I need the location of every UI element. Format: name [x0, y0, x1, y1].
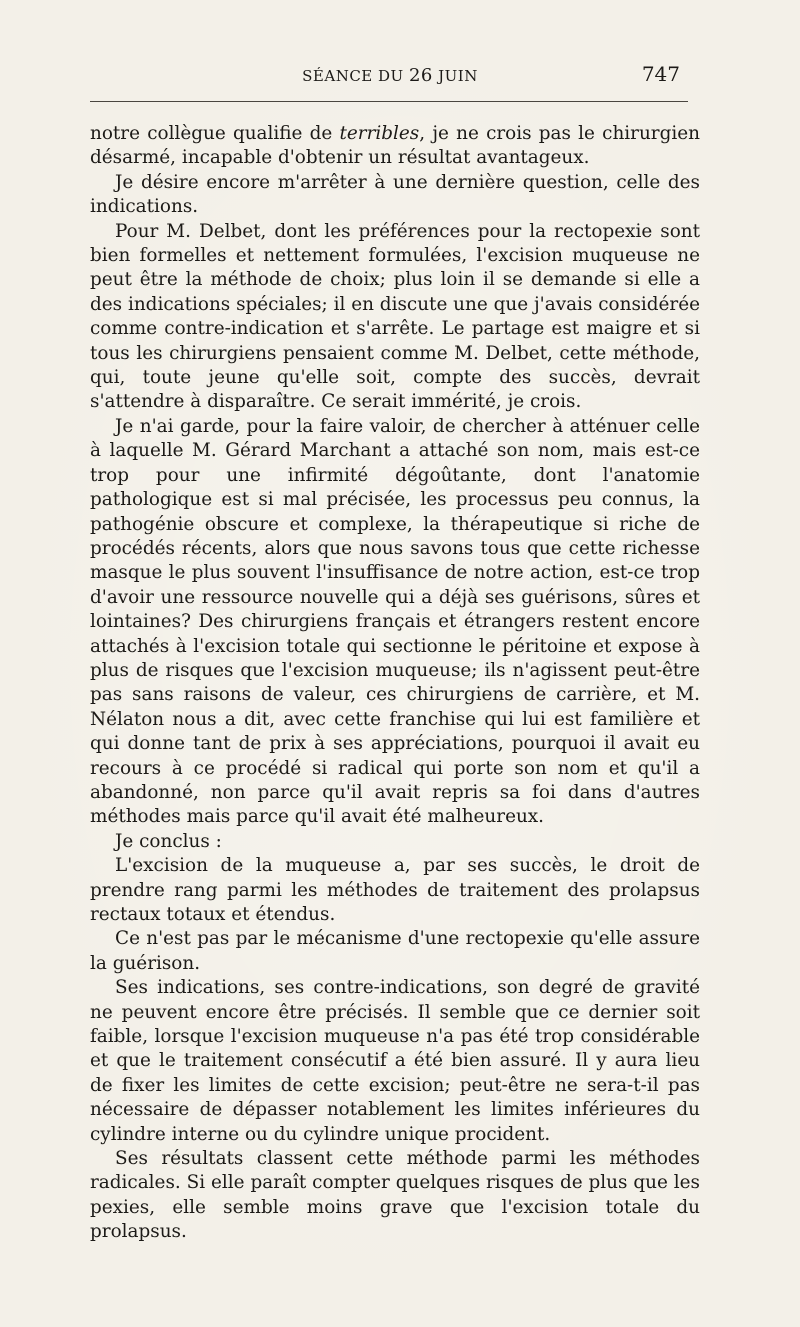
paragraph-1 — [90, 122, 700, 171]
header-rule — [90, 101, 688, 102]
header-title-day: 26 — [408, 65, 433, 86]
running-header — [90, 62, 690, 88]
italic-word: terribles — [339, 123, 420, 144]
paragraph-4: Je n'ai garde, pour la faire valoir, de chercher à atténuer celle à laquelle M. Gérard Marchant a attaché son nom, mais est-ce trop pour une infirmité dégoûtante, dont l'anatomie pathologique est si mal précisée, les processus peu connus, la pathogénie obscure et complexe, la thérapeutique si riche de procédés récents, alors que nous savons tous que cette richesse masque le plus souvent l'insuffisance de notre action, est-ce trop d'avoir une ressource nouvelle qui a déjà ses guérisons, sûres et lointaines? Des chirurgiens français et étrangers restent encore attachés à l'excision totale qui sectionne le péritoine et expose à plus de risques que l'excision muqueuse; ils n'agissent peut-être pas sans raisons de valeur, ces chirurgiens de carrière, et M. Nélaton nous a dit, avec cette franchise qui lui est familière et qui donne tant de prix à ses appréciations, pourquoi il avait eu recours à ce procédé si radical qui porte son nom et qu'il a abandonné, non parce qu'il avait repris sa foi dans d'autres méthodes mais parce qu'il avait été malheureux. — [90, 415, 700, 828]
header-title-end: JUIN — [432, 67, 478, 85]
paragraph-5: Je conclus : — [115, 830, 222, 852]
paragraph-1-start: notre collègue qualifie de — [90, 123, 340, 144]
body-text — [90, 122, 700, 1245]
paragraph-3: Pour M. Delbet, dont les préférences pour la rectopexie sont bien formelles et nettement formulées, l'excision muqueuse ne peut être la méthode de choix; plus loin il se demande si elle a des indications spéciales; il en discute une que j'avais considérée comme contre-indication et s'arrête. Le partage est maigre et si tous les chirurgiens pensaient comme M. Delbet, cette méthode, qui, toute jeune qu'elle soit, compte des succès, devrait s'attendre à disparaître. Ce serait immérité, je crois. — [90, 220, 700, 413]
paragraph-8: Ses indications, ses contre-indications, son degré de gravité ne peuvent encore être précisés. Il semble que ce dernier soit faible, lorsque l'excision muqueuse n'a pas été trop considérable et que le traitement consécutif a été bien assuré. Il y aura lieu de fixer les limites de cette excision; peut-être ne sera-t-il pas nécessaire de dépasser notablement les limites inférieures du cylindre interne ou du cylindre unique procident. — [90, 977, 700, 1145]
paragraph-9: Ses résultats classent cette méthode parmi les méthodes radicales. Si elle paraît compter quelques risques de plus que les pexies, elle semble moins grave que l'excision totale du prolapsus. — [90, 1148, 700, 1243]
page-number: 747 — [641, 62, 680, 86]
paragraph-7: Ce n'est pas par le mécanisme d'une rectopexie qu'elle assure la guérison. — [90, 928, 700, 974]
header-title — [90, 65, 690, 86]
paragraph-6: L'excision de la muqueuse a, par ses succès, le droit de prendre rang parmi les méthodes de traitement des prolapsus rectaux totaux et étendus. — [90, 855, 700, 925]
paragraph-2: Je désire encore m'arrêter à une dernière question, celle des indications. — [90, 171, 700, 218]
header-title-start: SÉANCE DU — [302, 67, 409, 85]
paragraph-1-end: , je ne crois pas le chirurgien désarmé, incapable d'obtenir un résultat avantageux. — [90, 123, 700, 169]
